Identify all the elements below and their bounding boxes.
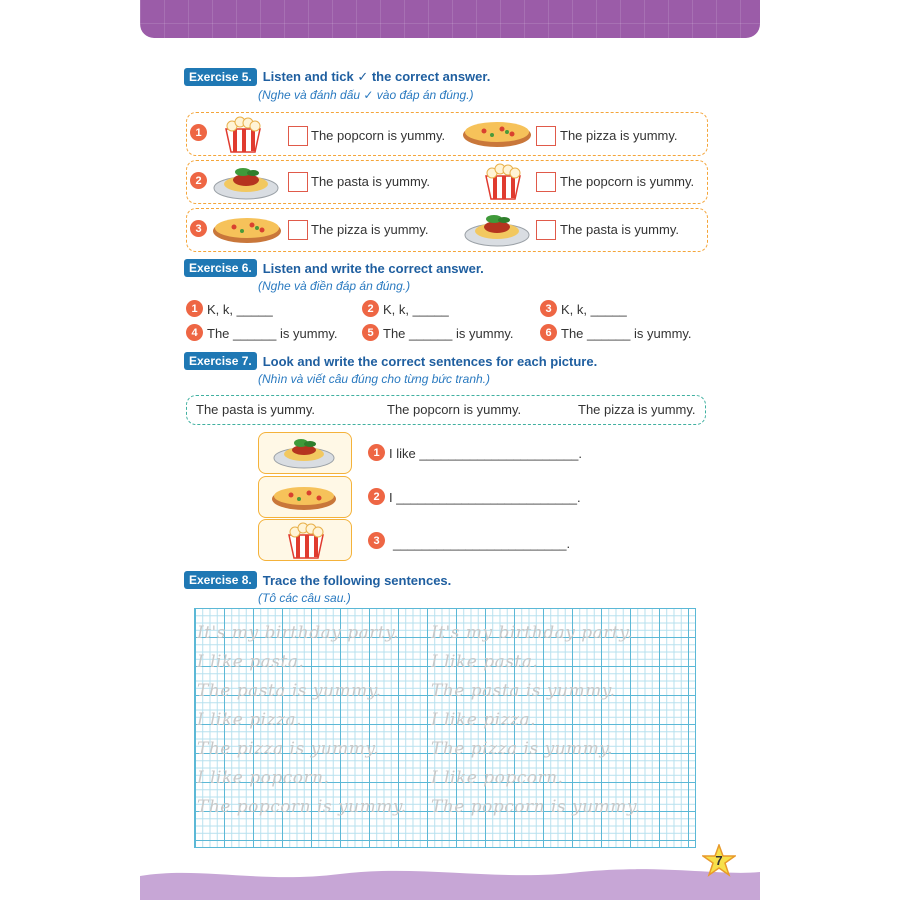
tick-box[interactable] [536, 126, 556, 146]
pasta-icon [213, 164, 279, 200]
fill-in-item[interactable]: The ______ is yummy. [383, 326, 514, 341]
exercise-6-header [184, 259, 484, 277]
fill-in-item[interactable]: K, k, _____ [561, 302, 627, 317]
trace-line: The pasta is yummy. [431, 681, 616, 701]
tick-box[interactable] [536, 220, 556, 240]
bottom-decorative-wave [140, 862, 760, 900]
word-bank-item: The pasta is yummy. [196, 402, 315, 417]
trace-line: I like popcorn. [431, 768, 564, 788]
fill-in-item[interactable]: The ______ is yummy. [561, 326, 692, 341]
top-decorative-band [140, 0, 760, 38]
exercise-8-header [184, 571, 451, 589]
popcorn-icon [283, 521, 329, 559]
trace-line: The pasta is yummy. [197, 681, 382, 701]
number-bubble: 1 [368, 444, 385, 461]
number-bubble: 3 [190, 220, 207, 237]
trace-line: The pizza is yummy. [197, 739, 380, 759]
fill-in-item[interactable]: K, k, _____ [383, 302, 449, 317]
fill-in-item[interactable]: I like ______________________. [389, 446, 583, 461]
trace-line: I like pizza. [197, 710, 303, 730]
option-text: The pizza is yummy. [560, 128, 678, 143]
handwriting-grid[interactable] [194, 608, 696, 848]
exercise-6-title: Listen and write the correct answer. [262, 260, 484, 276]
tick-box[interactable] [288, 172, 308, 192]
number-bubble: 5 [362, 324, 379, 341]
exercise-7-title: Look and write the correct sentences for each picture. [262, 353, 598, 369]
trace-line: The popcorn is yummy. [431, 797, 641, 817]
option-text: The pasta is yummy. [311, 174, 430, 189]
trace-line: The pizza is yummy. [431, 739, 614, 759]
number-bubble: 2 [190, 172, 207, 189]
page-number: 7 [715, 853, 723, 868]
number-bubble: 1 [190, 124, 207, 141]
pasta-icon [464, 211, 530, 247]
trace-line: The popcorn is yummy. [197, 797, 407, 817]
trace-line: I like popcorn. [197, 768, 330, 788]
exercise-5-badge: Exercise 5. [184, 68, 257, 86]
exercise-8-title: Trace the following sentences. [262, 572, 452, 588]
option-text: The pizza is yummy. [311, 222, 429, 237]
picture-frame [258, 519, 352, 561]
word-bank [186, 395, 706, 425]
exercise-7-header [184, 352, 597, 370]
pizza-icon [212, 214, 282, 244]
fill-in-item[interactable]: ________________________. [393, 536, 571, 551]
number-bubble: 1 [186, 300, 203, 317]
trace-line: I like pasta. [197, 652, 305, 672]
number-bubble: 4 [186, 324, 203, 341]
number-bubble: 2 [362, 300, 379, 317]
fill-in-item[interactable]: The ______ is yummy. [207, 326, 338, 341]
option-text: The popcorn is yummy. [560, 174, 695, 189]
trace-line: It's my birthday party. [431, 623, 633, 643]
number-bubble: 6 [540, 324, 557, 341]
trace-line: I like pizza. [431, 710, 537, 730]
number-bubble: 3 [368, 532, 385, 549]
popcorn-icon [480, 162, 526, 200]
exercise-8-subtitle: (Tô các câu sau.) [258, 591, 351, 605]
trace-line: It's my birthday party. [197, 623, 399, 643]
option-text: The popcorn is yummy. [311, 128, 446, 143]
pizza-icon [462, 118, 532, 148]
option-text: The pasta is yummy. [560, 222, 679, 237]
tick-box[interactable] [288, 126, 308, 146]
exercise-8-badge: Exercise 8. [184, 571, 257, 589]
exercise-7-badge: Exercise 7. [184, 352, 257, 370]
pizza-icon [271, 483, 337, 511]
fill-in-item[interactable]: K, k, _____ [207, 302, 273, 317]
exercise-5-header [184, 68, 490, 86]
exercise-6-badge: Exercise 6. [184, 259, 257, 277]
word-bank-item: The pizza is yummy. [578, 402, 696, 417]
tick-box[interactable] [536, 172, 556, 192]
trace-line: I like pasta. [431, 652, 539, 672]
tick-box[interactable] [288, 220, 308, 240]
picture-frame [258, 432, 352, 474]
picture-frame [258, 476, 352, 518]
number-bubble: 2 [368, 488, 385, 505]
number-bubble: 3 [540, 300, 557, 317]
exercise-7-subtitle: (Nhìn và viết câu đúng cho từng bức tranh.) [258, 372, 491, 386]
popcorn-icon [220, 115, 266, 153]
pasta-icon [273, 435, 335, 469]
word-bank-item: The popcorn is yummy. [387, 402, 522, 417]
fill-in-item[interactable]: I _________________________. [389, 490, 581, 505]
exercise-5-title: Listen and tick ✓ the correct answer. [262, 69, 491, 84]
exercise-6-subtitle: (Nghe và điền đáp án đúng.) [258, 279, 411, 293]
exercise-5-subtitle: (Nghe và đánh dấu ✓ vào đáp án đúng.) [258, 88, 474, 102]
